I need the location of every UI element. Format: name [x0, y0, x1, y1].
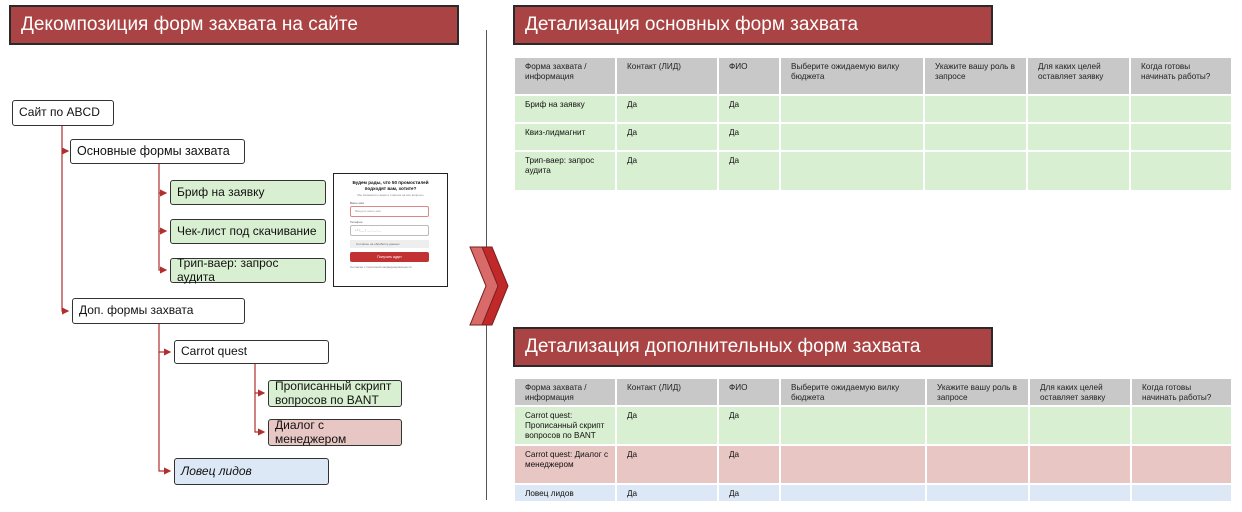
- table-cell: [780, 151, 924, 191]
- header-cell: Для каких целей оставляет заявку: [1029, 378, 1131, 406]
- header-cell: Укажите вашу роль в запросе: [926, 378, 1029, 406]
- table-cell: [1027, 123, 1130, 151]
- header-cell: Выберите ожидаемую вилку бюджета: [780, 378, 926, 406]
- header-cell: Когда готовы начинать работы?: [1131, 378, 1232, 406]
- table-header-row: [514, 378, 1232, 406]
- preview-phone-input: +7 (___) ___-__-__: [350, 225, 429, 236]
- table-cell: [1027, 151, 1130, 191]
- preview-title: Будем рады, что 50 промостилей подходят вам, хотите?: [352, 180, 429, 191]
- table-cell: [1130, 95, 1232, 123]
- main-forms-detail-title: Детализация основных форм захвата: [513, 5, 993, 45]
- table-cell: Да: [718, 123, 780, 151]
- table-cell: [1130, 151, 1232, 191]
- table-cell: Да: [718, 151, 780, 191]
- table-cell: [1130, 123, 1232, 151]
- node-checklist: Чек-лист под скачивание: [170, 219, 326, 244]
- table-cell: Да: [616, 445, 718, 484]
- table-cell: Carrot quest: Диалог с менеджером: [514, 445, 616, 484]
- table-cell: [780, 123, 924, 151]
- table-cell: [926, 484, 1029, 502]
- table-cell: [1027, 95, 1130, 123]
- header-cell: Когда готовы начинать работы?: [1130, 57, 1232, 95]
- node-carrot: Carrot quest: [174, 340, 329, 364]
- node-lead-catcher: Ловец лидов: [174, 458, 329, 485]
- extra-forms-detail-title: Детализация дополнительных форм захвата: [513, 327, 993, 367]
- node-root: Сайт по ABCD: [12, 100, 114, 126]
- table-cell: Carrot quest: Прописанный скрипт вопросов по BANT: [514, 406, 616, 445]
- header-cell: Форма захвата / информация: [514, 378, 616, 406]
- preview-subtitle: Мы свяжемся с вами и ответим на все вопросы: [357, 193, 424, 197]
- table-cell: Да: [616, 151, 718, 191]
- header-cell: ФИО: [718, 378, 780, 406]
- table-cell: Ловец лидов: [514, 484, 616, 502]
- node-manager-dialog: Диалог с менеджером: [268, 419, 402, 446]
- table-cell: Трип-ваер: запрос аудита: [514, 151, 616, 191]
- header-cell: Укажите вашу роль в запросе: [924, 57, 1027, 95]
- table-cell: [1131, 445, 1232, 484]
- table-row: [514, 95, 1232, 123]
- main-forms-table: [513, 56, 1233, 192]
- table-cell: Да: [718, 406, 780, 445]
- form-preview-thumbnail: [333, 173, 448, 287]
- table-row: [514, 151, 1232, 191]
- node-main-forms: Основные формы захвата: [70, 139, 245, 164]
- table-row: [514, 406, 1232, 445]
- preview-phone-label: Телефон: [350, 220, 363, 224]
- preview-consent-checkbox: Согласен на обработку данных: [350, 240, 429, 248]
- table-cell: [1131, 484, 1232, 502]
- table-cell: Да: [616, 406, 718, 445]
- table-header-row: [514, 57, 1232, 95]
- table-cell: [780, 406, 926, 445]
- table-cell: Да: [718, 445, 780, 484]
- table-cell: [924, 151, 1027, 191]
- node-tripwire: Трип-ваер: запрос аудита: [170, 258, 326, 283]
- chevron-right-icon: [466, 245, 510, 327]
- extra-forms-table: [513, 377, 1233, 503]
- table-cell: Да: [718, 95, 780, 123]
- table-cell: [926, 445, 1029, 484]
- table-cell: Квиз-лидмагнит: [514, 123, 616, 151]
- table-cell: [1029, 406, 1131, 445]
- table-cell: Да: [616, 95, 718, 123]
- header-cell: Форма захвата / информация: [514, 57, 616, 95]
- table-cell: Бриф на заявку: [514, 95, 616, 123]
- table-cell: [924, 123, 1027, 151]
- table-cell: Да: [718, 484, 780, 502]
- header-cell: ФИО: [718, 57, 780, 95]
- table-cell: [924, 95, 1027, 123]
- table-cell: [1029, 445, 1131, 484]
- table-cell: Да: [616, 484, 718, 502]
- node-brief: Бриф на заявку: [170, 180, 326, 205]
- header-cell: Для каких целей оставляет заявку: [1027, 57, 1130, 95]
- header-cell: Контакт (ЛИД): [616, 378, 718, 406]
- table-cell: [780, 484, 926, 502]
- node-extra-forms: Доп. формы захвата: [72, 298, 245, 324]
- node-bant-script: Прописанный скрипт вопросов по BANT: [268, 380, 402, 407]
- table-row: [514, 484, 1232, 502]
- preview-footer: Согласие с политикой конфиденциальности: [350, 265, 412, 269]
- preview-name-input: Введите ваше имя: [350, 206, 429, 217]
- table-cell: [780, 445, 926, 484]
- left-section-title: Декомпозиция форм захвата на сайте: [9, 5, 459, 45]
- table-row: [514, 445, 1232, 484]
- header-cell: Выберите ожидаемую вилку бюджета: [780, 57, 924, 95]
- table-row: [514, 123, 1232, 151]
- table-cell: [780, 95, 924, 123]
- header-cell: Контакт (ЛИД): [616, 57, 718, 95]
- table-cell: [1131, 406, 1232, 445]
- table-cell: [926, 406, 1029, 445]
- preview-name-label: Ваше имя: [350, 201, 364, 205]
- table-cell: [1029, 484, 1131, 502]
- preview-submit-button: Получить аудит: [350, 252, 429, 262]
- table-cell: Да: [616, 123, 718, 151]
